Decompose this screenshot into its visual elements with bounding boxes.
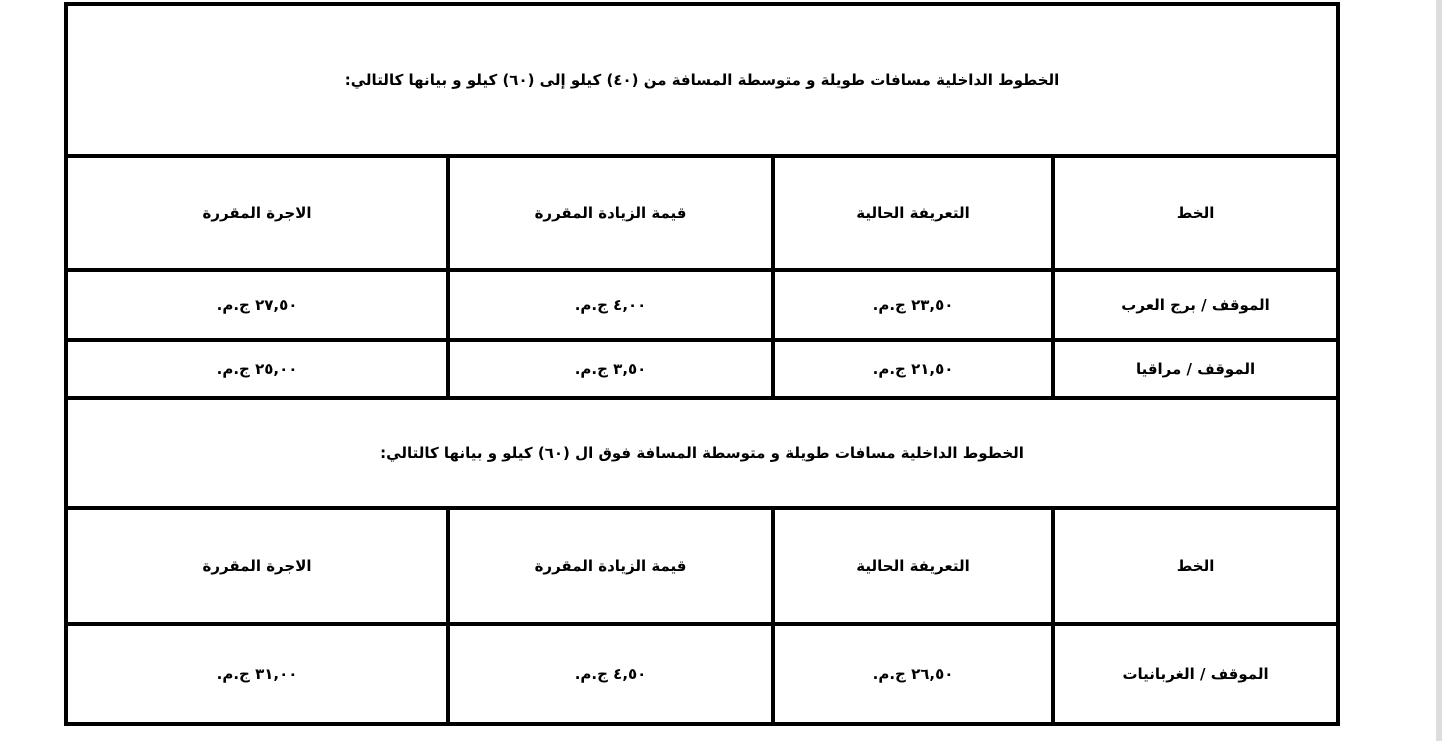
section-title: الخطوط الداخلية مسافات طويلة و متوسطة المسافة من (٤٠) كيلو إلى (٦٠) كيلو و بيانها كالتالي:: [66, 4, 1338, 156]
section-title-row: [66, 4, 1338, 156]
cell-line: الموقف / مراقيا: [1053, 340, 1338, 398]
column-header-line: الخط: [1053, 508, 1338, 624]
table-header-row: [66, 156, 1338, 270]
page-edge: [1436, 0, 1442, 741]
section-title-row: [66, 398, 1338, 508]
cell-increase: ٣,٥٠ ج.م.: [448, 340, 773, 398]
column-header-increase: قيمة الزيادة المقررة: [448, 156, 773, 270]
fare-table: [64, 2, 1340, 726]
cell-increase: ٤,٥٠ ج.م.: [448, 624, 773, 724]
cell-current-fare: ٢٦,٥٠ ج.م.: [773, 624, 1053, 724]
cell-current-fare: ٢١,٥٠ ج.م.: [773, 340, 1053, 398]
section-title: الخطوط الداخلية مسافات طويلة و متوسطة المسافة فوق ال (٦٠) كيلو و بيانها كالتالي:: [66, 398, 1338, 508]
cell-new-fare: ٣١,٠٠ ج.م.: [66, 624, 448, 724]
cell-new-fare: ٢٧,٥٠ ج.م.: [66, 270, 448, 340]
table-row: [66, 624, 1338, 724]
column-header-new-fare: الاجرة المقررة: [66, 156, 448, 270]
cell-increase: ٤,٠٠ ج.م.: [448, 270, 773, 340]
cell-current-fare: ٢٣,٥٠ ج.م.: [773, 270, 1053, 340]
column-header-new-fare: الاجرة المقررة: [66, 508, 448, 624]
table-row: [66, 270, 1338, 340]
cell-line: الموقف / برج العرب: [1053, 270, 1338, 340]
column-header-line: الخط: [1053, 156, 1338, 270]
cell-new-fare: ٢٥,٠٠ ج.م.: [66, 340, 448, 398]
table-row: [66, 340, 1338, 398]
column-header-current-fare: التعريفة الحالية: [773, 508, 1053, 624]
table-header-row: [66, 508, 1338, 624]
cell-line: الموقف / الغربانيات: [1053, 624, 1338, 724]
column-header-current-fare: التعريفة الحالية: [773, 156, 1053, 270]
column-header-increase: قيمة الزيادة المقررة: [448, 508, 773, 624]
